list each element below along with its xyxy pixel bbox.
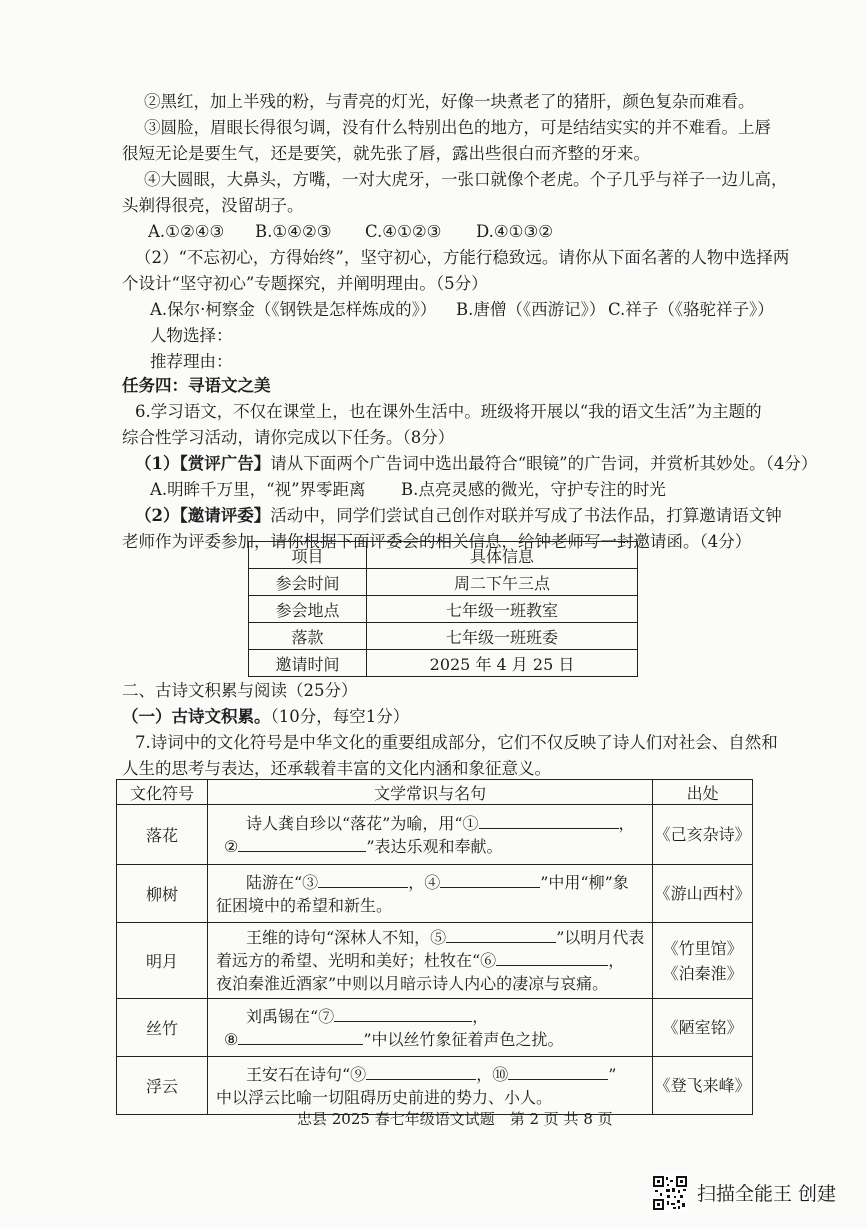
table-cell-detail: 七年级一班班委: [367, 623, 638, 650]
task4-heading: 任务四：寻语文之美: [122, 376, 271, 395]
table-row: [249, 596, 638, 623]
text-span: ⑧: [224, 1029, 239, 1049]
knowledge-cell: [208, 923, 653, 999]
q5-2-line2: 个设计“坚守初心”专题探究，并阐明理由。（5分）: [122, 274, 488, 293]
table-cell-detail: 2025 年 4 月 25 日: [367, 650, 638, 677]
fill-blank-2[interactable]: [238, 835, 366, 852]
book-option-c: C.祥子（《骆驼祥子》）: [608, 300, 774, 319]
source-text: 《泊秦淮》: [662, 963, 743, 983]
fill-blank-4[interactable]: [440, 871, 540, 888]
table-header-cell: 文学常识与名句: [208, 780, 653, 805]
text-span: ，: [472, 1006, 489, 1026]
table-row: [117, 805, 753, 865]
text-span: ”: [608, 1064, 617, 1084]
q6-2-line2: 老师作为评委参加，请你根据下面评委会的相关信息，给钟老师写一封邀请函。（4分）: [122, 532, 752, 551]
table-cell-item: 参会地点: [249, 596, 367, 623]
table-header-cell: 项目: [249, 542, 367, 569]
invitation-info-table: [248, 541, 638, 677]
q6-line2: 综合性学习活动，请你完成以下任务。（8分）: [122, 428, 455, 447]
q6-2-label: （2）【邀请评委】: [135, 506, 271, 525]
text-span: 征困境中的希望和新生。: [216, 895, 393, 915]
source-cell: [653, 923, 753, 999]
fill-blank-3[interactable]: [318, 871, 408, 888]
text-span: ，⑩: [476, 1064, 509, 1084]
table-row: [249, 569, 638, 596]
table-cell-item: 邀请时间: [249, 650, 367, 677]
table-header-cell: 文化符号: [117, 780, 208, 805]
scanner-watermark: 扫描全能王 创建: [697, 1183, 837, 1205]
table-row: [249, 650, 638, 677]
book-option-a: A.保尔·柯察金（《钢铁是怎样炼成的》）: [150, 300, 437, 319]
choice-d: D.④①③②: [476, 222, 554, 241]
text-span: ，: [608, 951, 625, 970]
text-span: 夜泊秦淮近酒家”中则以月暗示诗人内心的凄凉与哀痛。: [216, 974, 609, 993]
knowledge-cell: [208, 999, 653, 1057]
q7-line1: 7.诗词中的文化符号是中华文化的重要组成部分，它们不仅反映了诗人们对社会、自然和: [135, 733, 778, 752]
text-span: 王维的诗句“深林人不知，⑤: [246, 928, 447, 947]
symbol-cell: 浮云: [117, 1057, 208, 1115]
q6-2: [135, 504, 782, 528]
text-span: 中以浮云比喻一切阻碍历史前进的势力、小人。: [216, 1087, 553, 1107]
cultural-symbols-table: [116, 779, 753, 1115]
page-footer: 忠县 2025 春七年级语文试题 第 2 页 共 8 页: [297, 1110, 613, 1128]
fill-blank-6[interactable]: [496, 949, 608, 966]
table-header-cell: 具体信息: [367, 542, 638, 569]
subsection-1-text: （10分，每空1分）: [270, 707, 410, 726]
knowledge-cell: [208, 805, 653, 865]
reason-label: 推荐理由：: [150, 352, 233, 371]
table-cell-item: 落款: [249, 623, 367, 650]
option-3-text-line2: 很短无论是要生气，还是要笑，就先张了唇，露出些很白而齐整的牙来。: [122, 144, 650, 163]
option-4-text-line2: 头剃得很亮，没留胡子。: [122, 196, 304, 215]
subsection-1: [122, 705, 409, 729]
fill-blank-8[interactable]: [238, 1028, 363, 1045]
fill-blank-5[interactable]: [446, 926, 556, 943]
choice-c: C.④①②③: [365, 222, 442, 241]
symbol-cell: 落花: [117, 805, 208, 865]
text-span: 着远方的希望、光明和美好；杜牧在“⑥: [216, 951, 497, 970]
text-span: 刘禹锡在“⑦: [246, 1006, 335, 1026]
text-span: ，④: [408, 872, 441, 892]
option-2-text: ②黑红，加上半残的粉，与青亮的灯光，好像一块煮老了的猪肝，颜色复杂而难看。: [144, 92, 755, 111]
part2-heading: 二、古诗文积累与阅读（25分）: [122, 681, 358, 700]
fill-blank-1[interactable]: [479, 812, 619, 829]
fill-blank-9[interactable]: [366, 1063, 476, 1080]
text-span: ，: [618, 813, 635, 833]
text-span: ②: [224, 836, 239, 856]
q6-1-label: （1）【赏评广告】: [135, 454, 271, 473]
table-row: [117, 865, 753, 923]
q6-2-text: 活动中，同学们尝试自己创作对联并写成了书法作品，打算邀请语文钟: [270, 506, 782, 525]
text-span: ”中用“柳”象: [540, 872, 629, 892]
knowledge-cell: [208, 1057, 653, 1115]
choice-a: A.①②④③: [148, 222, 225, 241]
character-choice-label: 人物选择：: [150, 326, 233, 345]
table-row: [117, 923, 753, 999]
table-cell-detail: 七年级一班教室: [367, 596, 638, 623]
text-span: 诗人龚自珍以“落花”为喻，用“①: [246, 813, 479, 833]
table-row: [249, 623, 638, 650]
source-cell: 《游山西村》: [653, 865, 753, 923]
text-span: 王安石在诗句“⑨: [246, 1064, 367, 1084]
q7-line2: 人生的思考与表达，还承载着丰富的文化内涵和象征意义。: [122, 759, 551, 778]
fill-blank-7[interactable]: [334, 1005, 472, 1022]
source-cell: 《己亥杂诗》: [653, 805, 753, 865]
ad-option-a: A.明眸千万里，“视”界零距离: [150, 480, 366, 499]
table-cell-item: 参会时间: [249, 569, 367, 596]
ad-option-b: B.点亮灵感的微光，守护专注的时光: [401, 480, 666, 499]
symbol-cell: 柳树: [117, 865, 208, 923]
q6-line1: 6.学习语文，不仅在课堂上，也在课外生活中。班级将开展以“我的语文生活”为主题的: [135, 402, 762, 421]
fill-blank-10[interactable]: [508, 1063, 608, 1080]
text-span: ”表达乐观和奉献。: [366, 836, 503, 856]
table-header-row: [117, 780, 753, 805]
source-cell: 《登飞来峰》: [653, 1057, 753, 1115]
table-header-row: [249, 542, 638, 569]
symbol-cell: 丝竹: [117, 999, 208, 1057]
option-3-text-line1: ③圆脸，眉眼长得很匀调，没有什么特别出色的地方，可是结结实实的并不难看。上唇: [144, 118, 771, 137]
source-cell: 《陋室铭》: [653, 999, 753, 1057]
q5-2-line1: （2）“不忘初心，方得始终”，坚守初心，方能行稳致远。请你从下面名著的人物中选择两: [135, 248, 790, 267]
text-span: ”中以丝竹象征着声色之扰。: [363, 1029, 564, 1049]
subsection-1-label: （一）古诗文积累。: [122, 707, 271, 726]
text-span: 陆游在“③: [246, 872, 319, 892]
q6-1-text: 请从下面两个广告词中选出最符合“眼镜”的广告词，并赏析其妙处。（4分）: [270, 454, 818, 473]
text-span: ”以明月代表: [556, 928, 645, 947]
q6-1: [135, 452, 817, 476]
symbol-cell: 明月: [117, 923, 208, 999]
qr-code-icon: [652, 1175, 688, 1211]
table-row: [117, 999, 753, 1057]
choice-b: B.①④②③: [255, 222, 332, 241]
knowledge-cell: [208, 865, 653, 923]
table-header-cell: 出处: [653, 780, 753, 805]
table-cell-detail: 周二下午三点: [367, 569, 638, 596]
book-option-b: B.唐僧（《西游记》）: [456, 300, 606, 319]
source-text: 《竹里馆》: [662, 938, 743, 958]
table-row: [117, 1057, 753, 1115]
option-4-text-line1: ④大圆眼，大鼻头，方嘴，一对大虎牙，一张口就像个老虎。个子几乎与祥子一边儿高，: [144, 170, 788, 189]
